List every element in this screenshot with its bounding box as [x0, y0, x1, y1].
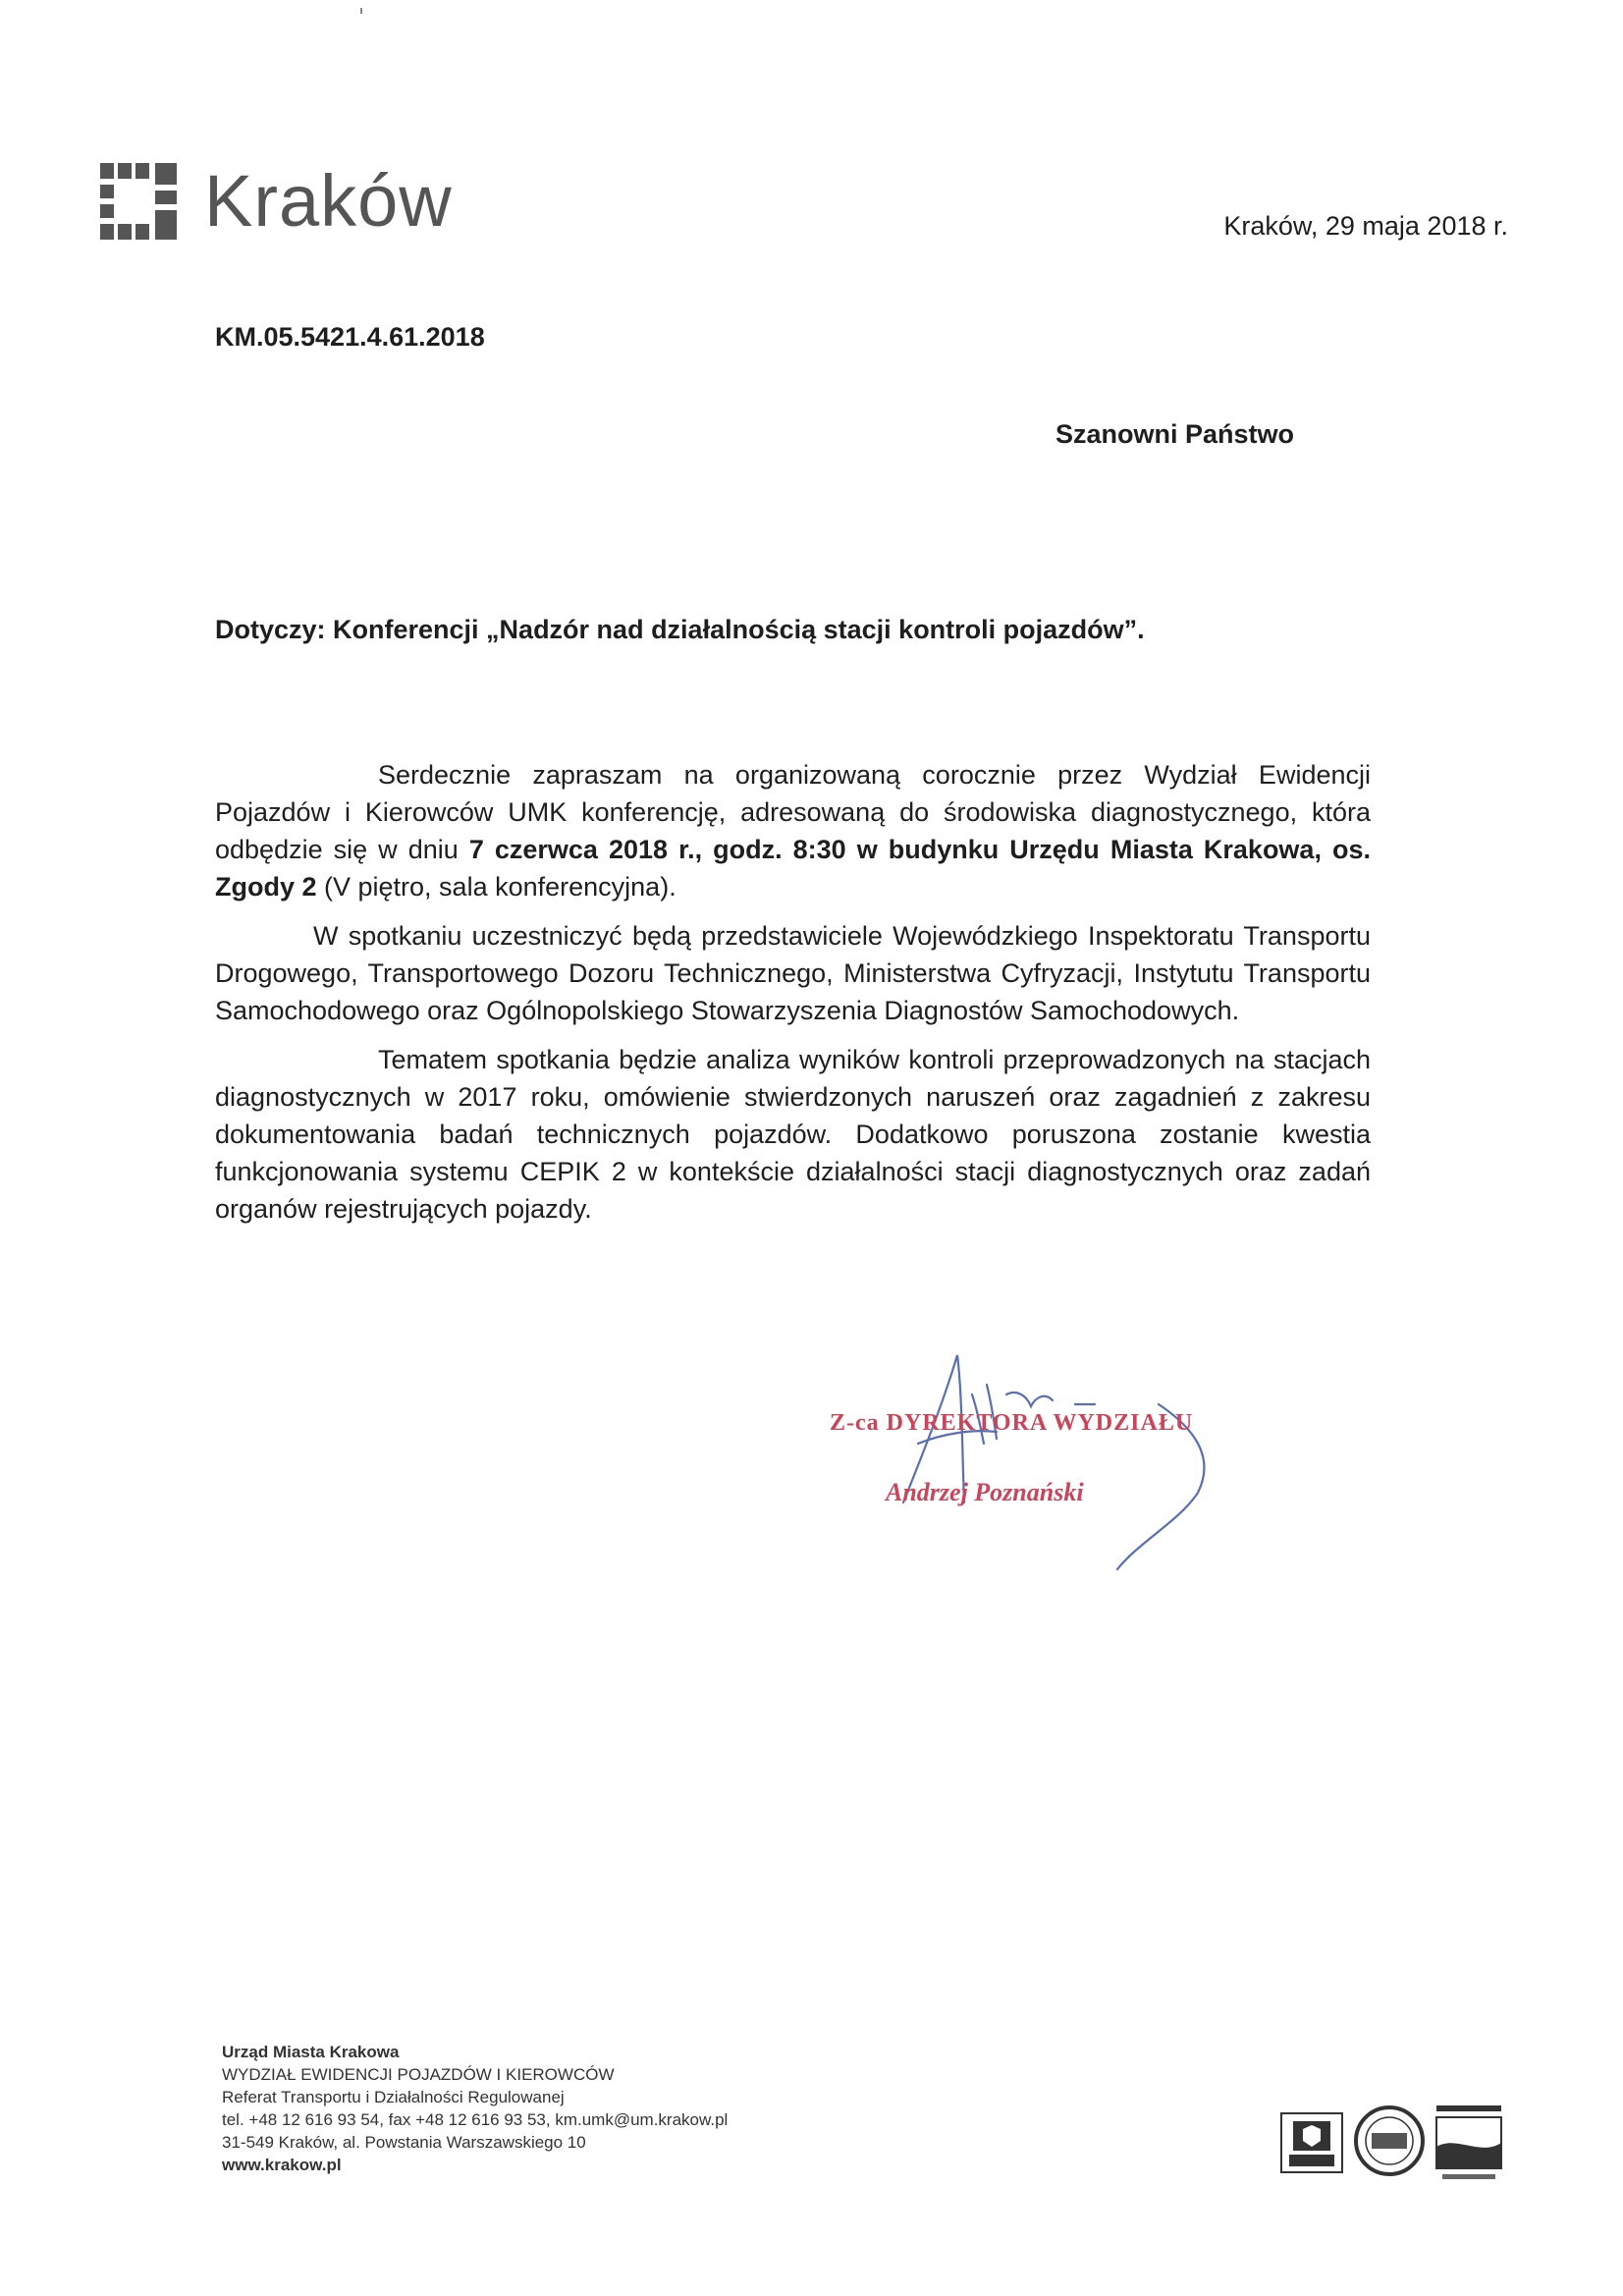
letter-body	[215, 756, 1371, 1239]
letter-date: Kraków, 29 maja 2018 r.	[1223, 211, 1508, 241]
footer-unit: Referat Transportu i Działalności Regulowanej	[222, 2088, 565, 2106]
krakow-logo-icon	[98, 161, 179, 242]
iqnet-certificate-icon	[1356, 2107, 1423, 2174]
event-date-location: 7 czerwca 2018 r., godz. 8:30 w budynku Urzędu Miasta Krakowa, os. Zgody 2	[215, 835, 1371, 902]
footer	[222, 2041, 728, 2176]
subject-line: Dotyczy: Konferencji „Nadzór nad działalnością stacji kontroli pojazdów”.	[215, 615, 1145, 644]
scan-artifact	[360, 8, 362, 14]
footer-org: Urząd Miasta Krakowa	[222, 2043, 400, 2061]
salutation: Szanowni Państwo	[1055, 419, 1295, 449]
reference-number: KM.05.5421.4.61.2018	[215, 322, 485, 352]
stamp-name: Andrzej Poznański	[886, 1478, 1084, 1506]
footer-contact: tel. +48 12 616 93 54, fax +48 12 616 93 53, km.umk@um.krakow.pl	[222, 2110, 729, 2129]
award-laureate-icon	[1436, 2105, 1501, 2179]
krakow-logo	[98, 157, 453, 246]
pcbc-certificate-icon	[1281, 2113, 1342, 2172]
paragraph-1	[215, 756, 1371, 905]
certification-logos	[1279, 2092, 1505, 2186]
paragraph-1-end: (V piętro, sala konferencyjna).	[316, 872, 676, 902]
paragraph-1-text: Serdecznie zapraszam na organizowaną corocznie przez Wydział Ewidencji Pojazdów i Kierowców UMK konferencję, adresowaną do środowiska diagnostycznego, która odbędzie się w dniu	[215, 760, 1371, 864]
paragraph-3: Tematem spotkania będzie analiza wyników kontroli przeprowadzonych na stacjach diagnostycznych w 2017 roku, omówienie stwierdzonych naruszeń oraz zagadnień z zakresu dokumentowania badań technicznych pojazdów. Dodatkowo poruszona zostanie kwestia funkcjonowania systemu CEPIK 2 w kontekście działalności stacji diagnostycznych oraz zadań organów rejestrujących pojazdy.	[215, 1045, 1371, 1224]
footer-address: 31-549 Kraków, al. Powstania Warszawskiego 10	[222, 2133, 586, 2152]
footer-department: WYDZIAŁ EWIDENCJI POJAZDÓW I KIEROWCÓW	[222, 2065, 615, 2084]
stamp-title: Z-ca DYREKTORA WYDZIAŁU	[830, 1410, 1194, 1436]
paragraph-2: W spotkaniu uczestniczyć będą przedstawiciele Wojewódzkiego Inspektoratu Transportu Drogowego, Transportowego Dozoru Technicznego, Ministerstwa Cyfryzacji, Instytutu Transportu Samochodowego oraz Ogólnopolskiego Stowarzyszenia Diagnostów Samochodowych.	[215, 921, 1371, 1025]
footer-website: www.krakow.pl	[222, 2156, 342, 2174]
logo-wordmark: Kraków	[204, 160, 453, 242]
handwritten-signature	[864, 1336, 1257, 1571]
